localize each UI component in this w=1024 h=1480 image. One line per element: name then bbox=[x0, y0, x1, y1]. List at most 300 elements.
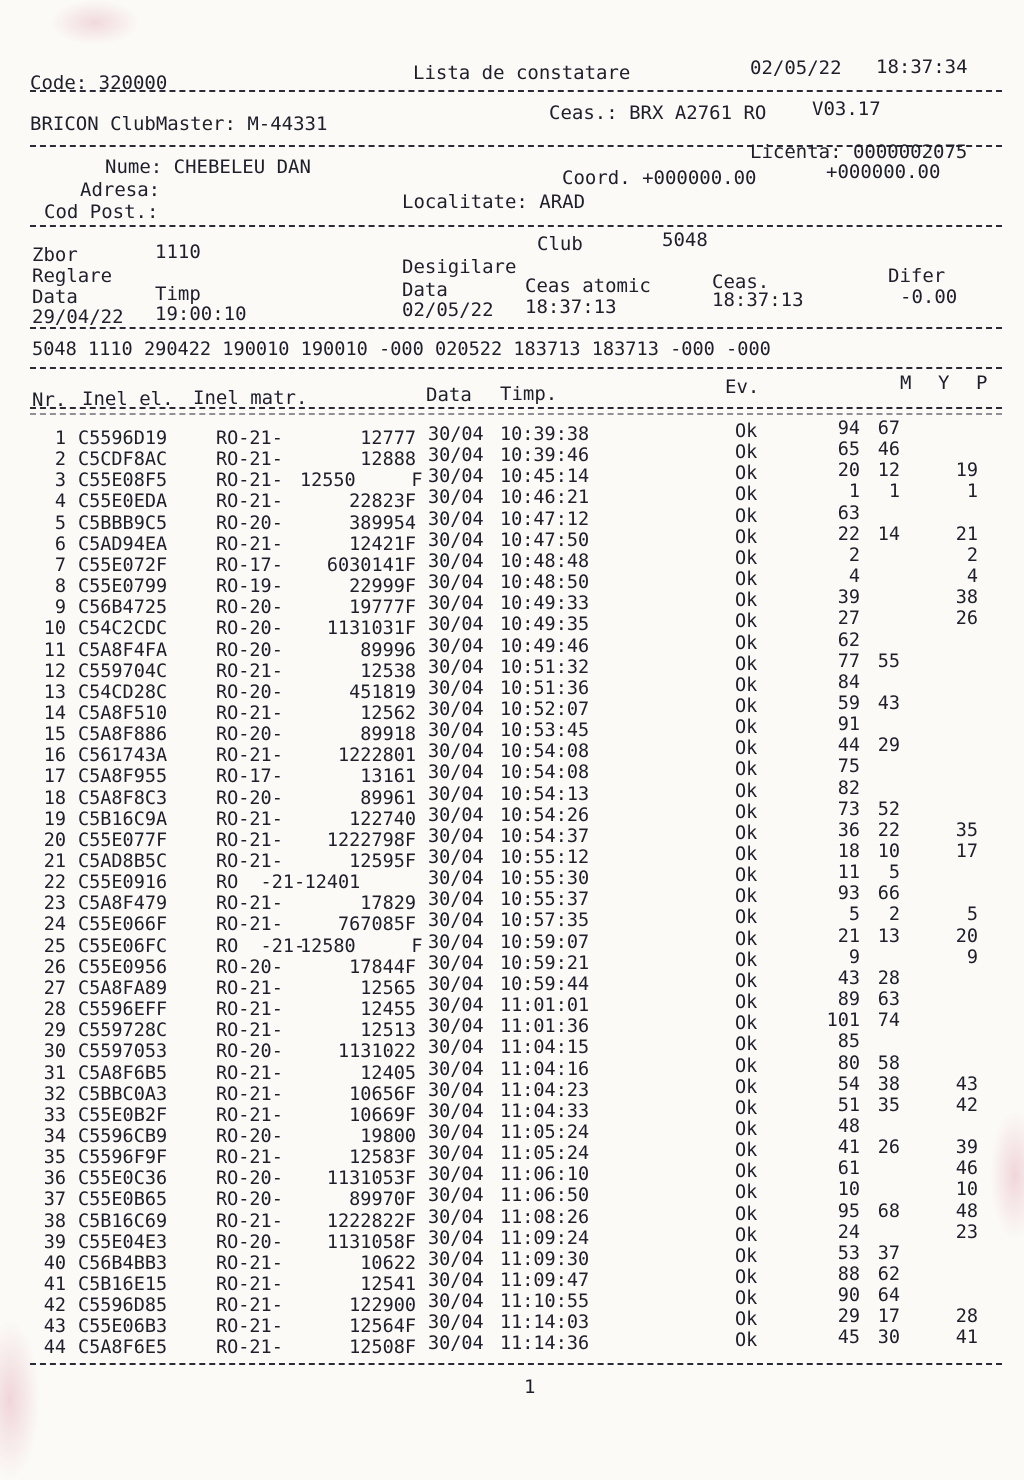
electronic-ring: C5A8FA89 bbox=[78, 977, 168, 999]
arrival-time: 10:48:48 bbox=[500, 550, 590, 572]
ring-number: 12562 bbox=[360, 702, 416, 724]
adjust-date: 29/04/22 bbox=[32, 306, 124, 328]
arrival-time: 10:55:37 bbox=[500, 889, 590, 911]
row-number: 40 bbox=[43, 1252, 66, 1274]
electronic-ring: C5596D19 bbox=[78, 428, 168, 449]
arrival-date: 30/04 bbox=[428, 1206, 484, 1228]
ring-number: 12541 bbox=[360, 1274, 416, 1295]
value-p: 1 bbox=[966, 481, 978, 503]
value-m: 93 bbox=[837, 883, 860, 905]
ring-number: 12538 bbox=[360, 660, 416, 682]
value-p: 35 bbox=[955, 819, 978, 841]
value-p: 42 bbox=[955, 1094, 978, 1116]
ring-number: 1131058F bbox=[326, 1231, 416, 1253]
arrival-time: 10:59:21 bbox=[500, 952, 590, 974]
clock-id: Ceas.: BRX A2761 RO bbox=[549, 102, 767, 124]
event-status: Ok bbox=[735, 611, 758, 633]
value-y: 1 bbox=[888, 481, 900, 503]
value-m: 41 bbox=[837, 1137, 860, 1159]
ring-number: 767085F bbox=[338, 914, 416, 936]
arrival-date: 30/04 bbox=[428, 508, 484, 530]
event-status: Ok bbox=[735, 1034, 758, 1056]
ring-number: 1131031F bbox=[326, 618, 416, 640]
value-y: 26 bbox=[877, 1137, 900, 1159]
paper-stain bbox=[50, 0, 140, 45]
event-status: Ok bbox=[735, 822, 758, 844]
value-m: 54 bbox=[837, 1073, 860, 1095]
atomic-clock-time: 18:37:13 bbox=[525, 296, 617, 318]
ring-number: 122900 bbox=[349, 1295, 416, 1317]
value-m: 95 bbox=[837, 1200, 860, 1222]
value-y: 74 bbox=[877, 1010, 900, 1032]
arrival-time: 10:46:21 bbox=[500, 487, 590, 509]
event-status: Ok bbox=[735, 526, 758, 548]
electronic-ring: C5596D85 bbox=[78, 1295, 168, 1317]
ring-prefix: RO-20- bbox=[216, 1231, 283, 1253]
row-number: 37 bbox=[43, 1189, 66, 1211]
row-number: 10 bbox=[43, 618, 66, 640]
value-y: 46 bbox=[877, 439, 900, 461]
value-m: 27 bbox=[837, 608, 860, 630]
value-p: 21 bbox=[955, 523, 978, 545]
value-y: 28 bbox=[877, 967, 900, 989]
electronic-ring: C55E0799 bbox=[78, 576, 168, 598]
firmware-version: V03.17 bbox=[812, 98, 881, 120]
row-number: 42 bbox=[43, 1295, 66, 1317]
row-number: 29 bbox=[43, 1020, 66, 1042]
arrival-time: 10:54:37 bbox=[500, 825, 590, 847]
value-p: 28 bbox=[955, 1306, 978, 1328]
row-number: 41 bbox=[43, 1274, 66, 1295]
value-p: 5 bbox=[966, 904, 978, 926]
event-status: Ok bbox=[735, 1203, 758, 1225]
event-status: Ok bbox=[735, 653, 758, 675]
event-status: Ok bbox=[735, 1224, 758, 1246]
col-header-data: Data bbox=[426, 384, 472, 406]
value-m: 48 bbox=[837, 1115, 860, 1137]
arrival-date: 30/04 bbox=[428, 825, 484, 847]
report-title: Lista de constatare bbox=[413, 62, 631, 84]
arrival-date: 30/04 bbox=[428, 1079, 484, 1101]
arrival-time: 10:51:32 bbox=[500, 656, 590, 678]
ring-number: 12888 bbox=[360, 449, 416, 471]
value-p: 10 bbox=[955, 1179, 978, 1201]
arrival-time: 11:14:36 bbox=[500, 1333, 590, 1355]
value-p: 46 bbox=[955, 1158, 978, 1180]
arrival-time: 10:39:38 bbox=[500, 424, 590, 445]
arrival-date: 30/04 bbox=[428, 783, 484, 805]
ring-number: 19777F bbox=[349, 597, 416, 619]
ring-prefix: RO-21- bbox=[216, 977, 283, 999]
value-m: 20 bbox=[837, 460, 860, 482]
event-status: Ok bbox=[735, 886, 758, 908]
arrival-date: 30/04 bbox=[428, 1164, 484, 1186]
value-y: 55 bbox=[877, 650, 900, 672]
value-y: 66 bbox=[877, 883, 900, 905]
value-p: 26 bbox=[955, 608, 978, 630]
arrival-time: 10:57:35 bbox=[500, 910, 590, 932]
value-m: 9 bbox=[848, 946, 860, 968]
value-m: 73 bbox=[837, 798, 860, 820]
ring-prefix: RO-20- bbox=[216, 724, 283, 746]
arrival-time: 10:51:36 bbox=[500, 677, 590, 699]
value-m: 29 bbox=[837, 1306, 860, 1328]
arrival-time: 10:47:12 bbox=[500, 508, 590, 530]
event-status: Ok bbox=[735, 801, 758, 823]
value-m: 90 bbox=[837, 1285, 860, 1307]
ring-number: 1222822F bbox=[326, 1210, 416, 1232]
event-status: Ok bbox=[735, 421, 758, 442]
event-status: Ok bbox=[735, 970, 758, 992]
value-y: 2 bbox=[888, 904, 900, 926]
ring-number: 12580 F bbox=[300, 935, 423, 957]
ring-number: 451819 bbox=[349, 681, 416, 703]
electronic-ring: C5A8F6E5 bbox=[78, 1337, 168, 1359]
ring-prefix: RO-21- bbox=[216, 533, 283, 555]
ring-prefix: RO-21- bbox=[216, 1062, 283, 1084]
electronic-ring: C55E04E3 bbox=[78, 1231, 168, 1253]
ring-prefix: RO-21- bbox=[216, 470, 283, 492]
value-p: 43 bbox=[955, 1073, 978, 1095]
arrival-time: 11:05:24 bbox=[500, 1121, 590, 1143]
ring-prefix: RO-20- bbox=[216, 956, 283, 978]
ring-prefix: RO-17- bbox=[216, 554, 283, 576]
code-label: Code: 320000 bbox=[30, 72, 168, 94]
ring-number: 22999F bbox=[349, 576, 416, 598]
ring-prefix: RO-21- bbox=[216, 1337, 283, 1359]
owner-name: Nume: CHEBELEU DAN bbox=[105, 156, 311, 178]
arrival-date: 30/04 bbox=[428, 677, 484, 699]
electronic-ring: C55E06FC bbox=[78, 935, 168, 957]
value-y: 38 bbox=[877, 1073, 900, 1095]
value-m: 59 bbox=[837, 692, 860, 714]
value-y: 37 bbox=[877, 1242, 900, 1264]
value-y: 29 bbox=[877, 735, 900, 757]
electronic-ring: C559704C bbox=[78, 660, 168, 682]
arrival-time: 11:10:55 bbox=[500, 1291, 590, 1313]
arrival-time: 11:06:50 bbox=[500, 1185, 590, 1207]
ring-prefix: RO-19- bbox=[216, 576, 283, 598]
row-number: 3 bbox=[54, 470, 66, 492]
event-status: Ok bbox=[735, 1140, 758, 1162]
arrival-date: 30/04 bbox=[428, 889, 484, 911]
value-m: 101 bbox=[826, 1010, 860, 1032]
value-m: 1 bbox=[848, 481, 860, 503]
arrival-date: 30/04 bbox=[428, 656, 484, 678]
arrival-time: 11:14:03 bbox=[500, 1312, 590, 1334]
arrival-time: 10:48:50 bbox=[500, 572, 590, 594]
arrival-time: 10:49:33 bbox=[500, 593, 590, 615]
arrival-time: 11:09:24 bbox=[500, 1227, 590, 1249]
atomic-clock-label: Ceas atomic bbox=[525, 275, 651, 297]
row-number: 17 bbox=[43, 766, 66, 788]
ring-prefix: RO-20- bbox=[216, 1125, 283, 1147]
ring-prefix: RO-21- bbox=[216, 491, 283, 513]
row-number: 12 bbox=[43, 660, 66, 682]
ring-prefix: RO-17- bbox=[216, 766, 283, 788]
ring-prefix: RO-20- bbox=[216, 1189, 283, 1211]
ring-prefix: RO-21- bbox=[216, 1252, 283, 1274]
electronic-ring: C55E0916 bbox=[78, 872, 168, 894]
arrival-date: 30/04 bbox=[428, 931, 484, 953]
row-number: 8 bbox=[54, 576, 66, 598]
ring-prefix: RO-20- bbox=[216, 597, 283, 619]
arrival-date: 30/04 bbox=[428, 466, 484, 488]
ring-number: 13161 bbox=[360, 766, 416, 788]
value-m: 89 bbox=[837, 989, 860, 1011]
row-number: 13 bbox=[43, 681, 66, 703]
arrival-date: 30/04 bbox=[428, 1100, 484, 1122]
ring-number: 12583F bbox=[349, 1147, 416, 1169]
separator bbox=[30, 1363, 1002, 1365]
row-number: 24 bbox=[43, 914, 66, 936]
value-m: 88 bbox=[837, 1264, 860, 1285]
event-status: Ok bbox=[735, 1182, 758, 1204]
address-label: Adresa: bbox=[80, 179, 161, 201]
arrival-date: 30/04 bbox=[428, 1185, 484, 1207]
ring-number: 10656F bbox=[349, 1083, 416, 1105]
ring-prefix: RO-20- bbox=[216, 1168, 283, 1190]
value-m: 24 bbox=[837, 1221, 860, 1243]
separator bbox=[30, 225, 1002, 227]
electronic-ring: C5597053 bbox=[78, 1041, 168, 1063]
report-time: 18:37:34 bbox=[876, 56, 968, 78]
arrival-time: 11:05:24 bbox=[500, 1143, 590, 1165]
value-m: 82 bbox=[837, 777, 860, 799]
electronic-ring: C55E0B65 bbox=[78, 1189, 168, 1211]
arrival-date: 30/04 bbox=[428, 572, 484, 594]
ring-number: 12564F bbox=[349, 1316, 416, 1338]
electronic-ring: C5A8F6B5 bbox=[78, 1062, 168, 1084]
value-m: 4 bbox=[848, 566, 860, 588]
arrival-time: 10:52:07 bbox=[500, 698, 590, 720]
separator bbox=[30, 367, 1002, 369]
electronic-ring: C55E06B3 bbox=[78, 1316, 168, 1338]
electronic-ring: C5BBC0A3 bbox=[78, 1083, 168, 1105]
adjust-label: Reglare bbox=[32, 265, 113, 287]
summary-code-line: 5048 1110 290422 190010 190010 -000 020522 183713 183713 -000 -000 bbox=[32, 339, 771, 360]
row-number: 7 bbox=[54, 554, 66, 576]
event-status: Ok bbox=[735, 674, 758, 696]
arrival-time: 11:09:30 bbox=[500, 1248, 590, 1270]
value-y: 63 bbox=[877, 989, 900, 1011]
arrival-time: 10:54:13 bbox=[500, 783, 590, 805]
arrival-date: 30/04 bbox=[428, 529, 484, 551]
ring-prefix: RO-21- bbox=[216, 1104, 283, 1126]
event-status: Ok bbox=[735, 1161, 758, 1183]
ring-number: 1131053F bbox=[326, 1168, 416, 1190]
event-status: Ok bbox=[735, 1309, 758, 1331]
page-number: 1 bbox=[524, 1376, 536, 1398]
event-status: Ok bbox=[735, 1118, 758, 1140]
ring-number: 89961 bbox=[360, 787, 416, 809]
electronic-ring: C5B16C69 bbox=[78, 1210, 168, 1232]
ring-prefix: RO-21- bbox=[216, 914, 283, 936]
row-number: 33 bbox=[43, 1104, 66, 1126]
value-p: 17 bbox=[955, 841, 978, 862]
unseal-date: 02/05/22 bbox=[402, 299, 494, 321]
row-number: 22 bbox=[43, 872, 66, 894]
arrival-time: 11:08:26 bbox=[500, 1206, 590, 1228]
electronic-ring: C55E0956 bbox=[78, 956, 168, 978]
row-number: 36 bbox=[43, 1168, 66, 1190]
arrival-date: 30/04 bbox=[428, 550, 484, 572]
arrival-time: 11:09:47 bbox=[500, 1270, 590, 1291]
arrival-date: 30/04 bbox=[428, 973, 484, 995]
electronic-ring: C561743A bbox=[78, 745, 168, 767]
value-m: 44 bbox=[837, 735, 860, 757]
arrival-date: 30/04 bbox=[428, 1291, 484, 1313]
arrival-time: 10:54:26 bbox=[500, 804, 590, 826]
arrival-date: 30/04 bbox=[428, 868, 484, 890]
row-number: 28 bbox=[43, 999, 66, 1021]
arrival-date: 30/04 bbox=[428, 720, 484, 742]
arrival-time: 10:59:07 bbox=[500, 931, 590, 953]
arrival-time: 10:55:12 bbox=[500, 847, 590, 868]
arrival-time: 10:49:35 bbox=[500, 614, 590, 636]
value-y: 14 bbox=[877, 523, 900, 545]
value-p: 23 bbox=[955, 1221, 978, 1243]
arrival-time: 10:55:30 bbox=[500, 868, 590, 890]
ring-prefix: RO-21- bbox=[216, 829, 283, 851]
value-y: 67 bbox=[877, 418, 900, 439]
ring-number: 389954 bbox=[349, 512, 416, 534]
electronic-ring: C56B4725 bbox=[78, 597, 168, 619]
event-status: Ok bbox=[735, 632, 758, 654]
row-number: 1 bbox=[54, 428, 66, 449]
arrival-time: 10:53:45 bbox=[500, 720, 590, 742]
arrival-date: 30/04 bbox=[428, 995, 484, 1017]
value-m: 91 bbox=[837, 714, 860, 736]
value-m: 39 bbox=[837, 587, 860, 609]
ring-prefix: RO-21- bbox=[216, 428, 283, 449]
ring-prefix: RO-20- bbox=[216, 618, 283, 640]
row-number: 34 bbox=[43, 1125, 66, 1147]
ring-number: 89970F bbox=[349, 1189, 416, 1211]
arrival-date: 30/04 bbox=[428, 1058, 484, 1080]
clock-label: Ceas. bbox=[712, 271, 770, 293]
clock-time: 18:37:13 bbox=[712, 289, 804, 311]
electronic-ring: C5B16E15 bbox=[78, 1274, 168, 1295]
row-number: 32 bbox=[43, 1083, 66, 1105]
event-status: Ok bbox=[735, 463, 758, 485]
value-p: 41 bbox=[955, 1327, 978, 1349]
arrival-date: 30/04 bbox=[428, 1333, 484, 1355]
arrival-date: 30/04 bbox=[428, 762, 484, 784]
ring-prefix: RO-21- bbox=[216, 1316, 283, 1338]
value-m: 63 bbox=[837, 502, 860, 524]
electronic-ring: C55E066F bbox=[78, 914, 168, 936]
club-label: Club bbox=[537, 233, 583, 255]
unseal-label: Desigilare bbox=[402, 256, 517, 278]
event-status: Ok bbox=[735, 590, 758, 612]
ring-prefix: RO-21- bbox=[216, 1210, 283, 1232]
row-number: 2 bbox=[54, 449, 66, 471]
ring-number: 22823F bbox=[349, 491, 416, 513]
clock-difference: -0.00 bbox=[900, 286, 958, 308]
arrival-time: 11:04:33 bbox=[500, 1100, 590, 1122]
value-y: 17 bbox=[877, 1306, 900, 1328]
ring-prefix: RO-21- bbox=[216, 449, 283, 471]
value-p: 48 bbox=[955, 1200, 978, 1222]
electronic-ring: C56B4BB3 bbox=[78, 1252, 168, 1274]
arrival-date: 30/04 bbox=[428, 635, 484, 657]
value-m: 22 bbox=[837, 523, 860, 545]
ring-number: 89996 bbox=[360, 639, 416, 661]
arrival-date: 30/04 bbox=[428, 1227, 484, 1249]
value-m: 53 bbox=[837, 1242, 860, 1264]
ring-prefix: RO-21- bbox=[216, 1020, 283, 1042]
ring-prefix: RO-21- bbox=[216, 745, 283, 767]
ring-number: 6030141F bbox=[326, 554, 416, 576]
ring-prefix: RO-20- bbox=[216, 1041, 283, 1063]
coord-lon: +000000.00 bbox=[826, 161, 941, 183]
event-status: Ok bbox=[735, 844, 758, 865]
event-status: Ok bbox=[735, 505, 758, 527]
ring-number: 17844F bbox=[349, 956, 416, 978]
ring-prefix: RO-21- bbox=[216, 999, 283, 1021]
ring-number: 10669F bbox=[349, 1104, 416, 1126]
value-m: 5 bbox=[848, 904, 860, 926]
col-header-y: Y bbox=[938, 372, 950, 394]
ring-prefix: RO-21- bbox=[216, 1295, 283, 1317]
event-status: Ok bbox=[735, 442, 758, 464]
arrival-time: 10:49:46 bbox=[500, 635, 590, 657]
ring-number: 17829 bbox=[360, 893, 416, 915]
arrival-date: 30/04 bbox=[428, 1312, 484, 1334]
value-m: 75 bbox=[837, 756, 860, 778]
row-number: 27 bbox=[43, 977, 66, 999]
row-number: 43 bbox=[43, 1316, 66, 1338]
ring-prefix: RO-20- bbox=[216, 639, 283, 661]
value-m: 61 bbox=[837, 1158, 860, 1180]
row-number: 38 bbox=[43, 1210, 66, 1232]
arrival-time: 10:39:46 bbox=[500, 445, 590, 467]
event-status: Ok bbox=[735, 928, 758, 950]
event-status: Ok bbox=[735, 1245, 758, 1267]
row-number: 15 bbox=[43, 724, 66, 746]
row-number: 14 bbox=[43, 702, 66, 724]
event-status: Ok bbox=[735, 992, 758, 1014]
event-status: Ok bbox=[735, 547, 758, 569]
arrival-date: 30/04 bbox=[428, 910, 484, 932]
flight-label: Zbor bbox=[32, 244, 78, 266]
event-status: Ok bbox=[735, 949, 758, 971]
row-number: 5 bbox=[54, 512, 66, 534]
event-status: Ok bbox=[735, 1330, 758, 1352]
value-m: 85 bbox=[837, 1031, 860, 1053]
ring-number: 12550 F bbox=[300, 470, 423, 492]
electronic-ring: C5596F9F bbox=[78, 1147, 168, 1169]
arrival-time: 11:06:10 bbox=[500, 1164, 590, 1186]
ring-prefix: RO-21- bbox=[216, 1274, 283, 1295]
electronic-ring: C54C2CDC bbox=[78, 618, 168, 640]
electronic-ring: C5B16C9A bbox=[78, 808, 168, 830]
value-p: 20 bbox=[955, 925, 978, 947]
electronic-ring: C54CD28C bbox=[78, 681, 168, 703]
value-m: 10 bbox=[837, 1179, 860, 1201]
separator bbox=[30, 327, 1002, 329]
col-header-p: P bbox=[976, 372, 988, 394]
arrival-time: 11:01:01 bbox=[500, 995, 590, 1017]
arrival-date: 30/04 bbox=[428, 847, 484, 868]
arrival-time: 10:45:14 bbox=[500, 466, 590, 488]
event-status: Ok bbox=[735, 780, 758, 802]
arrival-date: 30/04 bbox=[428, 1016, 484, 1038]
arrival-date: 30/04 bbox=[428, 1143, 484, 1165]
row-number: 31 bbox=[43, 1062, 66, 1084]
ring-number: 122740 bbox=[349, 808, 416, 830]
